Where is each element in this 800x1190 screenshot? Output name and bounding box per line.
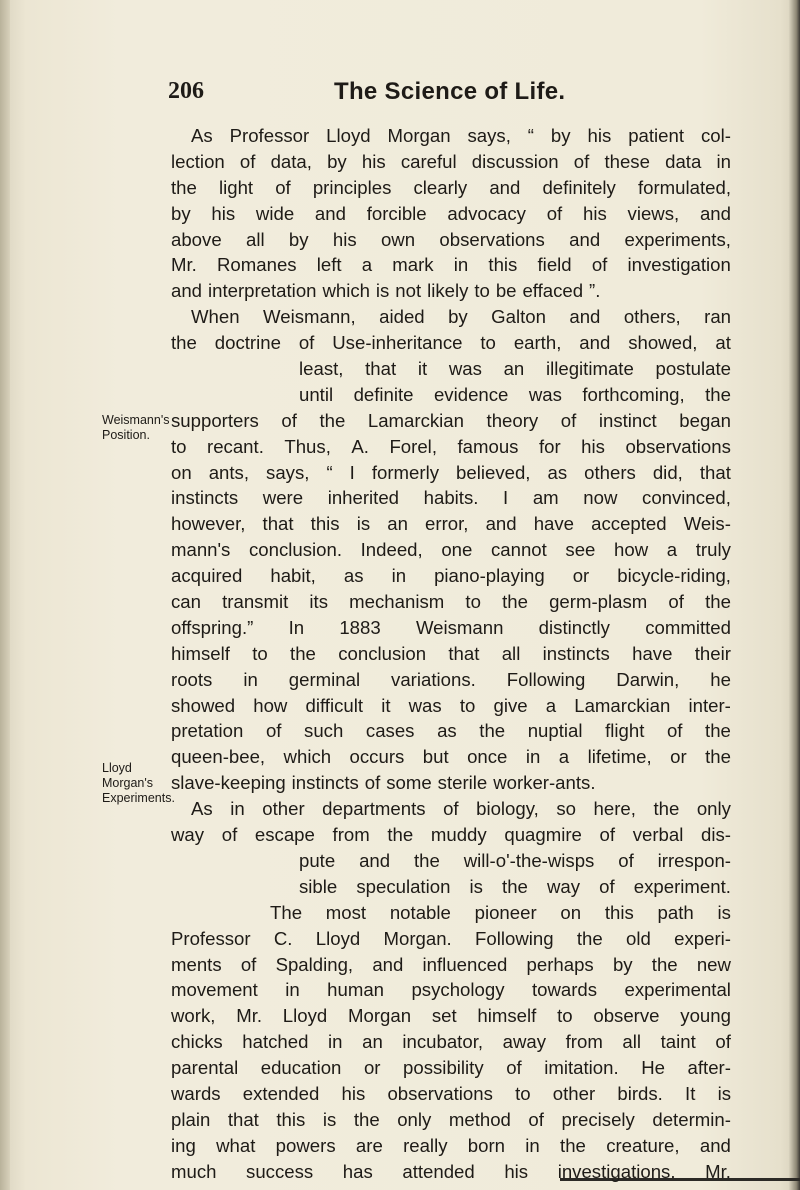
text-line: When Weismann, aided by Galton and others, ran (191, 306, 731, 328)
text-line: way of escape from the muddy quagmire of verbal dis- (171, 824, 731, 846)
margin-note-line: Position. (102, 428, 150, 442)
text-line: offspring.” In 1883 Weismann distinctly committed (171, 616, 731, 638)
text-line: Professor C. Lloyd Morgan. Following the old experi- (171, 927, 731, 949)
text-line: mann's conclusion. Indeed, one cannot see how a truly (171, 539, 731, 561)
text-line: pretation of such cases as the nuptial flight of the (171, 720, 731, 742)
text-line: to recant. Thus, A. Forel, famous for his observations (171, 435, 731, 457)
text-line: The most notable pioneer on this path is (270, 901, 731, 923)
text-line: As in other departments of biology, so here, the only (191, 798, 731, 820)
text-line: can transmit its mechanism to the germ-plasm of the (171, 591, 731, 613)
margin-note (102, 761, 175, 806)
text-line: As Professor Lloyd Morgan says, “ by his patient col- (191, 125, 731, 146)
text-line: by his wide and forcible advocacy of his views, and (171, 202, 731, 224)
text-line: least, that it was an illegitimate postulate (299, 358, 731, 380)
margin-note-line: Experiments. (102, 791, 175, 805)
text-line: however, that this is an error, and have accepted Weis- (171, 513, 731, 535)
margin-note-line: Morgan's (102, 776, 154, 790)
running-head-title: The Science of Life. (334, 78, 566, 105)
text-line: the doctrine of Use-inheritance to earth, and showed, at (171, 332, 731, 354)
margin-note (102, 413, 169, 443)
text-line: work, Mr. Lloyd Morgan set himself to observe young (171, 1005, 731, 1027)
text-line: wards extended his observations to other birds. It is (171, 1082, 731, 1104)
page-number: 206 (168, 78, 204, 104)
page-gutter (0, 0, 10, 1190)
text-line: pute and the will-o'-the-wisps of irrespon- (299, 849, 731, 871)
running-head (0, 78, 800, 112)
body-text (171, 123, 731, 1185)
text-line: Mr. Romanes left a mark in this field of investigation (171, 254, 731, 276)
text-line: on ants, says, “ I formerly believed, as others did, that (171, 461, 731, 483)
text-line: the light of principles clearly and definitely formulated, (171, 176, 731, 198)
text-line: lection of data, by his careful discussion of these data in (171, 150, 731, 172)
text-line: ments of Spalding, and influenced perhaps by the new (171, 953, 731, 975)
text-line: and interpretation which is not likely to be effaced ”. (171, 280, 601, 302)
text-line: above all by his own observations and experiments, (171, 228, 731, 250)
text-line: acquired habit, as in piano-playing or bicycle-riding, (171, 565, 731, 587)
text-line: instincts were inherited habits. I am now convinced, (171, 487, 731, 509)
text-line: sible speculation is the way of experiment. (299, 875, 731, 897)
text-line: showed how difficult it was to give a Lamarckian inter- (171, 694, 731, 716)
page-edge (788, 0, 800, 1190)
text-line: himself to the conclusion that all instincts have their (171, 642, 731, 664)
text-line: queen-bee, which occurs but once in a lifetime, or the (171, 746, 731, 768)
text-line: much success has attended his investigations. Mr. (171, 1160, 731, 1182)
margin-note-line: Weismann's (102, 413, 170, 427)
text-line: ing what powers are really born in the creature, and (171, 1134, 731, 1156)
text-line: plain that this is the only method of precisely determin- (171, 1108, 731, 1130)
text-line: chicks hatched in an incubator, away from all taint of (171, 1031, 731, 1053)
text-line: slave-keeping instincts of some sterile worker-ants. (171, 772, 596, 794)
text-line: parental education or possibility of imitation. He after- (171, 1057, 731, 1079)
margin-note-line: Lloyd (102, 761, 132, 775)
text-line: movement in human psychology towards experimental (171, 979, 731, 1001)
text-line: supporters of the Lamarckian theory of instinct began (171, 409, 731, 431)
text-line: until definite evidence was forthcoming, the (299, 383, 731, 405)
text-line: roots in germinal variations. Following Darwin, he (171, 668, 731, 690)
